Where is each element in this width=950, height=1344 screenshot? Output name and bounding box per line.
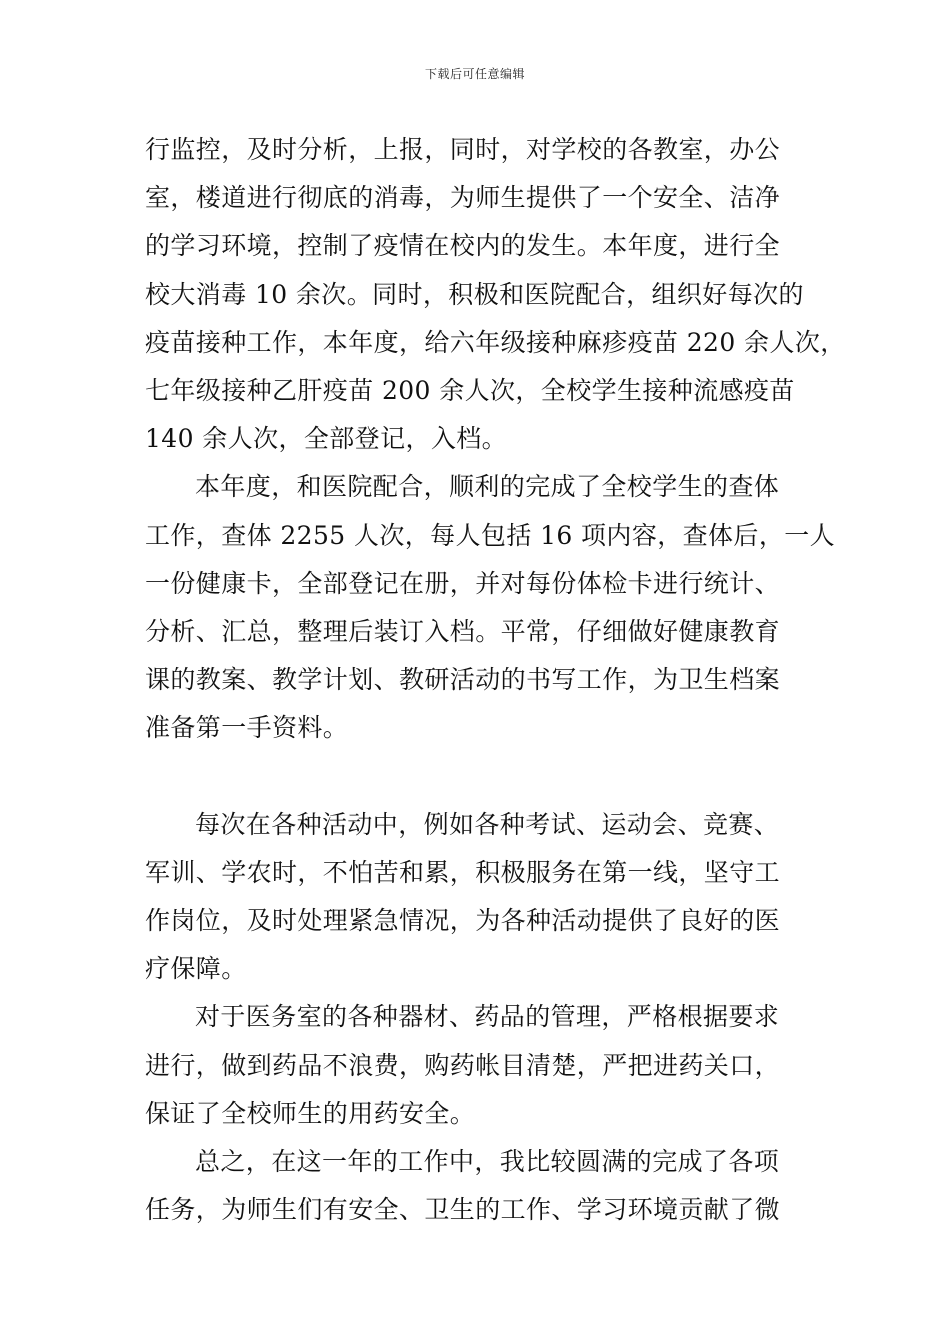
text-line: 行监控，及时分析，上报，同时，对学校的各教室，办公: [145, 135, 781, 164]
text-line: 军训、学农时，不怕苦和累，积极服务在第一线，坚守工: [145, 857, 781, 887]
text-line: 一份健康卡，全部登记在册，并对每份体检卡进行统计、: [145, 568, 781, 598]
text-line: 对于医务室的各种器材、药品的管理，严格根据要求: [195, 1002, 780, 1032]
paragraph-5: [145, 1138, 807, 1234]
text-line: 总之，在这一年的工作中，我比较圆满的完成了各项: [195, 1146, 780, 1176]
text-line: 准备第一手资料。: [145, 713, 349, 743]
paragraph-4: [145, 993, 807, 1138]
text-line: 疗保障。: [145, 954, 247, 984]
document-body: [145, 126, 846, 1234]
text-line: [145, 752, 807, 800]
text-line: 校大消毒 10 余次。同时，积极和医院配合，组织好每次的: [145, 279, 804, 309]
text-line: 课的教案、教学计划、教研活动的书写工作，为卫生档案: [145, 665, 781, 695]
text-line: 工作，查体 2255 人次，每人包括 16 项内容，查体后，一人: [145, 520, 836, 550]
text-line: 的学习环境，控制了疫情在校内的发生。本年度，进行全: [145, 231, 781, 261]
text-line: 本年度，和医院配合，顺利的完成了全校学生的查体: [195, 472, 780, 502]
paragraph-2: [145, 463, 836, 800]
paragraph-3: [145, 801, 807, 994]
text-line: 疫苗接种工作，本年度，给六年级接种麻疹疫苗 220 余人次，: [145, 327, 846, 357]
text-line: 室，楼道进行彻底的消毒，为师生提供了一个安全、洁净: [145, 183, 781, 213]
text-line: 每次在各种活动中，例如各种考试、运动会、竞赛、: [195, 809, 780, 839]
page-header-note: 下载后可任意编辑: [424, 67, 525, 81]
text-line: 进行，做到药品不浪费，购药帐目清楚，严把进药关口，: [145, 1050, 781, 1080]
text-line: 任务，为师生们有安全、卫生的工作、学习环境贡献了微: [145, 1195, 781, 1225]
text-line: 保证了全校师生的用药安全。: [145, 1098, 476, 1128]
paragraph-1: [145, 126, 846, 463]
text-line: 七年级接种乙肝疫苗 200 余人次，全校学生接种流感疫苗: [145, 375, 795, 405]
text-line: 分析、汇总，整理后装订入档。平常，仔细做好健康教育: [145, 616, 781, 646]
text-line: 作岗位，及时处理紧急情况，为各种活动提供了良好的医: [145, 906, 781, 935]
text-line: 140 余人次，全部登记，入档。: [145, 424, 508, 454]
